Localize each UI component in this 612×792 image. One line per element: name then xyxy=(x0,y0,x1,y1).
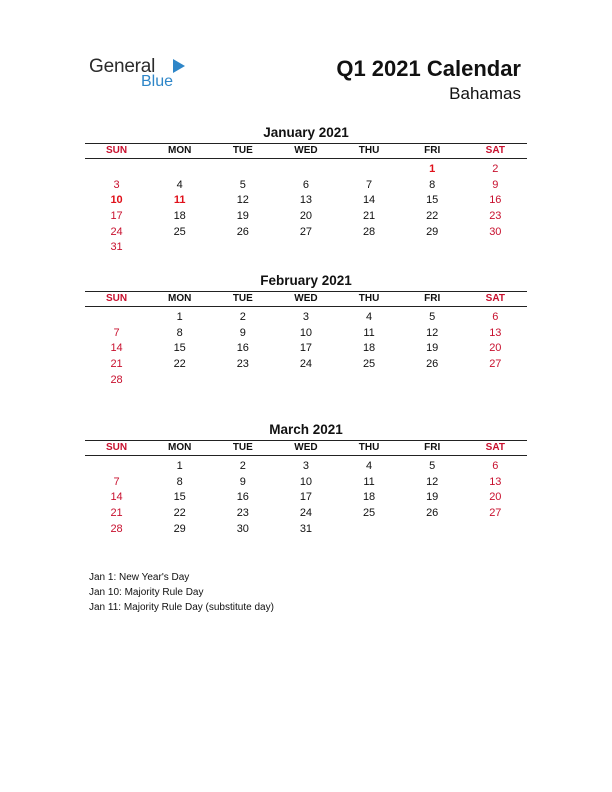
day-cell: 21 xyxy=(110,507,123,520)
day-cell: 18 xyxy=(173,210,186,223)
day-cell: 13 xyxy=(489,475,502,488)
day-cell: 11 xyxy=(173,194,186,207)
week-row xyxy=(85,506,527,522)
day-cell: 22 xyxy=(173,507,186,520)
day-cell xyxy=(464,240,527,256)
logo-flag-icon xyxy=(173,59,185,73)
day-cell: 15 xyxy=(173,491,186,504)
weekday-header-row xyxy=(85,291,527,307)
day-cell: 13 xyxy=(299,194,313,207)
day-cell xyxy=(401,240,464,256)
week-row xyxy=(85,240,527,256)
day-cell: 17 xyxy=(299,491,313,504)
day-cell xyxy=(211,373,274,389)
day-cell: 7 xyxy=(113,475,120,488)
weekday-header: TUE xyxy=(232,442,253,453)
day-cell: 24 xyxy=(299,507,313,520)
weekday-header: SAT xyxy=(485,293,505,304)
day-cell: 3 xyxy=(113,178,120,191)
weekday-header-row xyxy=(85,143,527,159)
day-cell: 31 xyxy=(110,241,123,254)
day-cell: 31 xyxy=(299,522,313,535)
logo-general-text: General xyxy=(89,56,156,77)
week-row xyxy=(85,225,527,241)
day-cell: 25 xyxy=(173,225,186,238)
day-cell: 5 xyxy=(429,460,436,472)
day-cell xyxy=(211,162,274,178)
day-cell: 28 xyxy=(362,225,376,238)
day-cell: 10 xyxy=(299,326,313,339)
weekday-header: SUN xyxy=(106,442,128,453)
day-cell: 16 xyxy=(236,342,249,355)
weekday-header: TUE xyxy=(232,293,253,304)
day-cell: 14 xyxy=(362,194,376,207)
day-cell xyxy=(401,522,464,538)
day-cell: 16 xyxy=(236,491,249,504)
weekday-header: MON xyxy=(168,442,192,453)
day-cell: 20 xyxy=(489,342,502,355)
holiday-notes xyxy=(89,570,274,615)
day-cell xyxy=(148,240,211,256)
day-cell xyxy=(274,373,337,389)
day-cell xyxy=(148,162,211,178)
week-row xyxy=(85,522,527,538)
weekday-header: THU xyxy=(358,293,380,304)
day-cell: 12 xyxy=(426,475,439,488)
month-block xyxy=(85,273,527,388)
day-cell: 23 xyxy=(489,210,502,223)
day-cell: 17 xyxy=(110,210,123,223)
day-cell: 27 xyxy=(299,225,313,238)
weekday-header: TUE xyxy=(232,145,253,156)
day-cell: 23 xyxy=(236,358,249,371)
month-title: January 2021 xyxy=(263,125,349,140)
weekday-header: SUN xyxy=(106,293,128,304)
day-cell: 18 xyxy=(362,491,376,504)
day-cell: 28 xyxy=(110,373,123,386)
day-cell: 15 xyxy=(173,342,186,355)
day-cell: 20 xyxy=(489,491,502,504)
day-cell: 11 xyxy=(363,326,375,339)
week-row xyxy=(85,178,527,194)
day-cell: 22 xyxy=(426,210,439,223)
day-cell: 30 xyxy=(236,522,249,535)
day-cell: 25 xyxy=(362,507,376,520)
day-cell: 17 xyxy=(299,342,313,355)
day-cell: 9 xyxy=(239,475,246,488)
day-cell: 4 xyxy=(366,311,373,323)
holiday-note: Jan 1: New Year's Day xyxy=(89,572,190,583)
weekday-header: MON xyxy=(168,293,192,304)
day-cell: 20 xyxy=(299,210,313,223)
week-row xyxy=(85,373,527,389)
day-cell: 24 xyxy=(110,225,123,238)
week-row xyxy=(85,310,527,326)
day-cell: 16 xyxy=(489,194,502,207)
week-row xyxy=(85,357,527,373)
weekday-header: SAT xyxy=(485,145,505,156)
page-subtitle: Bahamas xyxy=(449,84,521,103)
day-cell: 3 xyxy=(302,311,309,323)
weekday-header: MON xyxy=(168,145,192,156)
day-cell: 7 xyxy=(366,178,373,191)
week-row xyxy=(85,475,527,491)
day-cell: 14 xyxy=(110,491,123,504)
day-cell xyxy=(85,162,148,178)
day-cell xyxy=(85,310,148,326)
weekday-header: FRI xyxy=(424,442,441,453)
weekday-header: THU xyxy=(358,442,380,453)
week-row xyxy=(85,209,527,225)
day-cell: 19 xyxy=(236,210,249,223)
day-cell: 24 xyxy=(299,358,313,371)
week-row xyxy=(85,162,527,178)
month-title: March 2021 xyxy=(269,422,343,437)
day-cell: 9 xyxy=(239,326,246,339)
day-cell: 4 xyxy=(176,178,183,191)
weekday-header: THU xyxy=(358,145,380,156)
week-row xyxy=(85,490,527,506)
day-cell: 19 xyxy=(426,342,439,355)
day-cell xyxy=(338,162,401,178)
day-cell: 10 xyxy=(110,194,123,207)
holiday-note: Jan 10: Majority Rule Day xyxy=(89,587,204,598)
day-cell: 2 xyxy=(239,311,246,323)
day-cell xyxy=(274,240,337,256)
day-cell: 9 xyxy=(492,178,499,191)
day-cell: 30 xyxy=(489,225,502,238)
day-cell: 29 xyxy=(426,225,439,238)
month-title: February 2021 xyxy=(260,273,352,288)
day-cell: 1 xyxy=(176,311,183,323)
weekday-header: SAT xyxy=(485,442,505,453)
day-cell: 5 xyxy=(239,178,246,191)
day-cell: 19 xyxy=(426,491,439,504)
day-cell: 6 xyxy=(492,460,499,472)
weekday-header: SUN xyxy=(106,145,128,156)
day-cell: 8 xyxy=(176,475,183,488)
day-cell: 2 xyxy=(492,163,499,175)
day-cell: 2 xyxy=(239,460,246,472)
day-cell xyxy=(464,522,527,538)
day-cell: 1 xyxy=(429,163,436,175)
day-cell: 6 xyxy=(492,311,499,323)
day-cell: 8 xyxy=(176,326,183,339)
day-cell: 18 xyxy=(362,342,376,355)
weekday-header: FRI xyxy=(424,145,441,156)
week-row xyxy=(85,193,527,209)
day-cell xyxy=(211,240,274,256)
weekday-header: WED xyxy=(294,293,318,304)
generalblue-logo xyxy=(89,56,189,96)
month-block xyxy=(85,422,527,537)
day-cell xyxy=(148,373,211,389)
day-cell: 3 xyxy=(302,460,309,472)
holiday-note: Jan 11: Majority Rule Day (substitute day) xyxy=(89,602,274,613)
day-cell: 6 xyxy=(302,178,309,191)
day-cell: 12 xyxy=(426,326,439,339)
day-cell: 21 xyxy=(110,358,123,371)
day-cell: 7 xyxy=(113,326,120,339)
day-cell xyxy=(401,373,464,389)
weekday-header: WED xyxy=(294,145,318,156)
day-cell: 26 xyxy=(426,507,439,520)
day-cell: 28 xyxy=(110,522,123,535)
week-row xyxy=(85,341,527,357)
day-cell xyxy=(338,373,401,389)
day-cell: 27 xyxy=(489,507,502,520)
weekday-header: FRI xyxy=(424,293,441,304)
day-cell xyxy=(85,459,148,475)
day-cell: 15 xyxy=(426,194,439,207)
logo-blue-text: Blue xyxy=(141,73,174,90)
day-cell: 4 xyxy=(366,460,373,472)
week-row xyxy=(85,459,527,475)
day-cell: 1 xyxy=(176,460,183,472)
day-cell: 12 xyxy=(236,194,249,207)
day-cell xyxy=(274,162,337,178)
day-cell: 23 xyxy=(236,507,249,520)
day-cell: 26 xyxy=(426,358,439,371)
day-cell: 8 xyxy=(429,178,436,191)
weekday-header: WED xyxy=(294,442,318,453)
day-cell: 13 xyxy=(489,326,502,339)
day-cell: 14 xyxy=(110,342,123,355)
day-cell: 22 xyxy=(173,358,186,371)
day-cell: 25 xyxy=(362,358,376,371)
day-cell: 27 xyxy=(489,358,502,371)
month-block xyxy=(85,125,527,256)
day-cell: 26 xyxy=(236,225,249,238)
day-cell xyxy=(338,522,401,538)
day-cell: 21 xyxy=(362,210,376,223)
day-cell: 29 xyxy=(173,522,186,535)
page-title: Q1 2021 Calendar xyxy=(336,56,521,81)
day-cell: 5 xyxy=(429,311,436,323)
day-cell xyxy=(338,240,401,256)
day-cell: 11 xyxy=(363,475,375,488)
day-cell xyxy=(464,373,527,389)
weekday-header-row xyxy=(85,440,527,456)
day-cell: 10 xyxy=(299,475,313,488)
week-row xyxy=(85,326,527,342)
